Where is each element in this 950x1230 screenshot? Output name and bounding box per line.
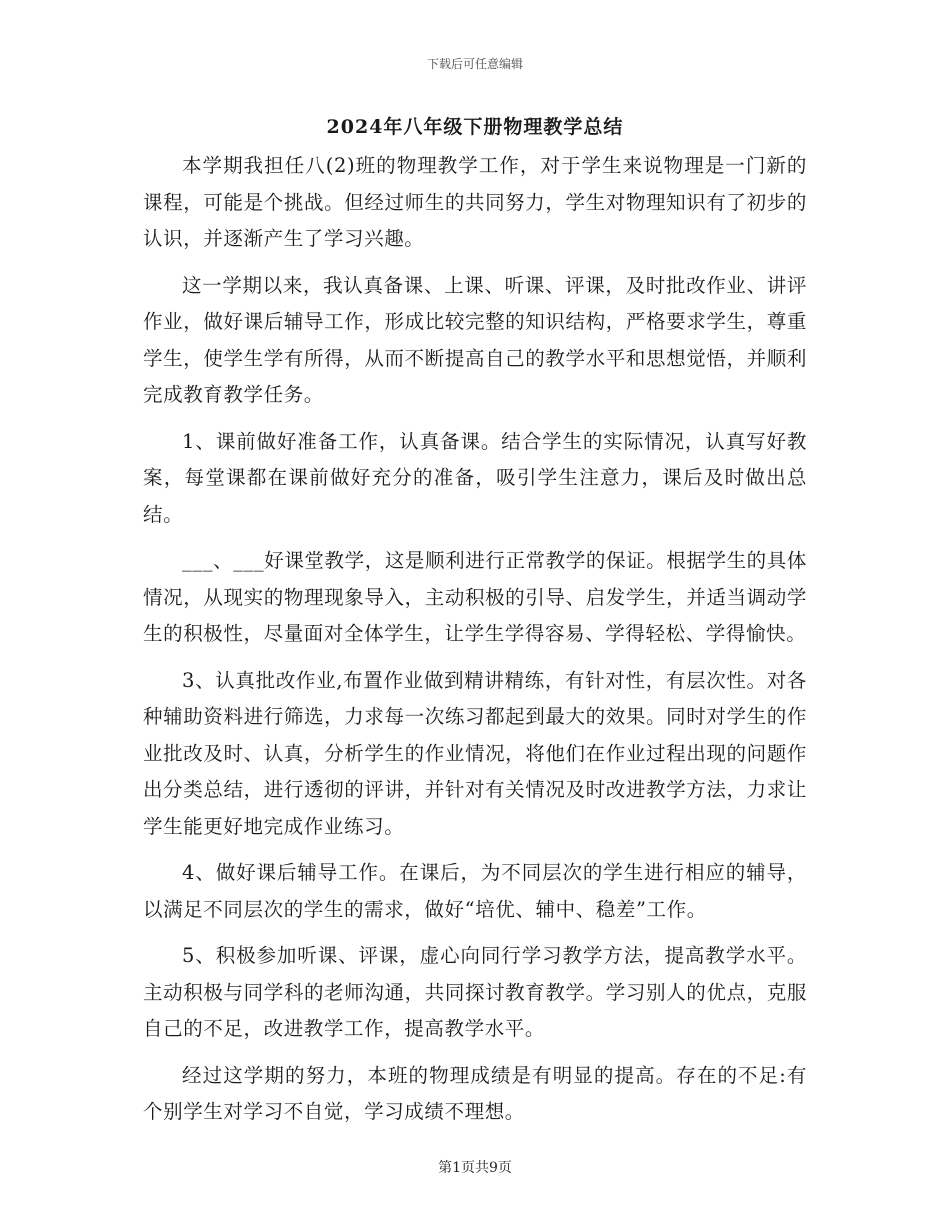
- paragraph-overview: 这一学期以来，我认真备课、上课、听课、评课，及时批改作业、讲评作业，做好课后辅导工作，形成比较完整的知识结构，严格要求学生，尊重学生，使学生学有所得，从而不断提高自己的教学水平和思想觉悟，并顺利完成教育教学任务。: [143, 273, 807, 406]
- document-title: 2024年八年级下册物理教学总结: [326, 116, 624, 138]
- paragraph-item-5: 5、积极参加听课、评课，虚心向同行学习教学方法，提高教学水平。主动积极与同学科的老师沟通，共同探讨教育教学。学习别人的优点，克服自己的不足，改进教学工作，提高教学水平。: [143, 944, 807, 1040]
- paragraph-intro: 本学期我担任八(2)班的物理教学工作，对于学生来说物理是一门新的课程，可能是个挑战。但经过师生的共同努力，学生对物理知识有了初步的认识，并逐渐产生了学习兴趣。: [143, 154, 807, 250]
- paragraph-item-3: 3、认真批改作业,布置作业做到精讲精练，有针对性，有层次性。对各种辅助资料进行筛选，力求每一次练习都起到最大的效果。同时对学生的作业批改及时、认真，分析学生的作业情况，将他们在作业过程出现的问题作出分类总结，进行透彻的评讲，并针对有关情况及时改进教学方法，力求让学生能更好地完成作业练习。: [143, 668, 807, 838]
- paragraph-item-1: 1、课前做好准备工作，认真备课。结合学生的实际情况，认真写好教案，每堂课都在课前做好充分的准备，吸引学生注意力，课后及时做出总结。: [143, 429, 807, 526]
- header-note: 下载后可任意编辑: [426, 57, 523, 71]
- paragraph-item-4: 4、做好课后辅导工作。在课后，为不同层次的学生进行相应的辅导，以满足不同层次的学生的需求，做好“培优、辅中、稳差”工作。: [143, 861, 807, 921]
- paragraph-item-2: ___、___好课堂教学，这是顺利进行正常教学的保证。根据学生的具体情况，从现实的物理现象导入，主动积极的引导、启发学生，并适当调动学生的积极性，尽量面对全体学生，让学生学得容易、学得轻松、学得愉快。: [143, 549, 807, 645]
- document-body: [143, 148, 807, 1141]
- page-number-footer: 第1页共9页: [438, 1160, 512, 1176]
- paragraph-conclusion: 经过这学期的努力，本班的物理成绩是有明显的提高。存在的不足:有个别学生对学习不自觉，学习成绩不理想。: [143, 1063, 807, 1123]
